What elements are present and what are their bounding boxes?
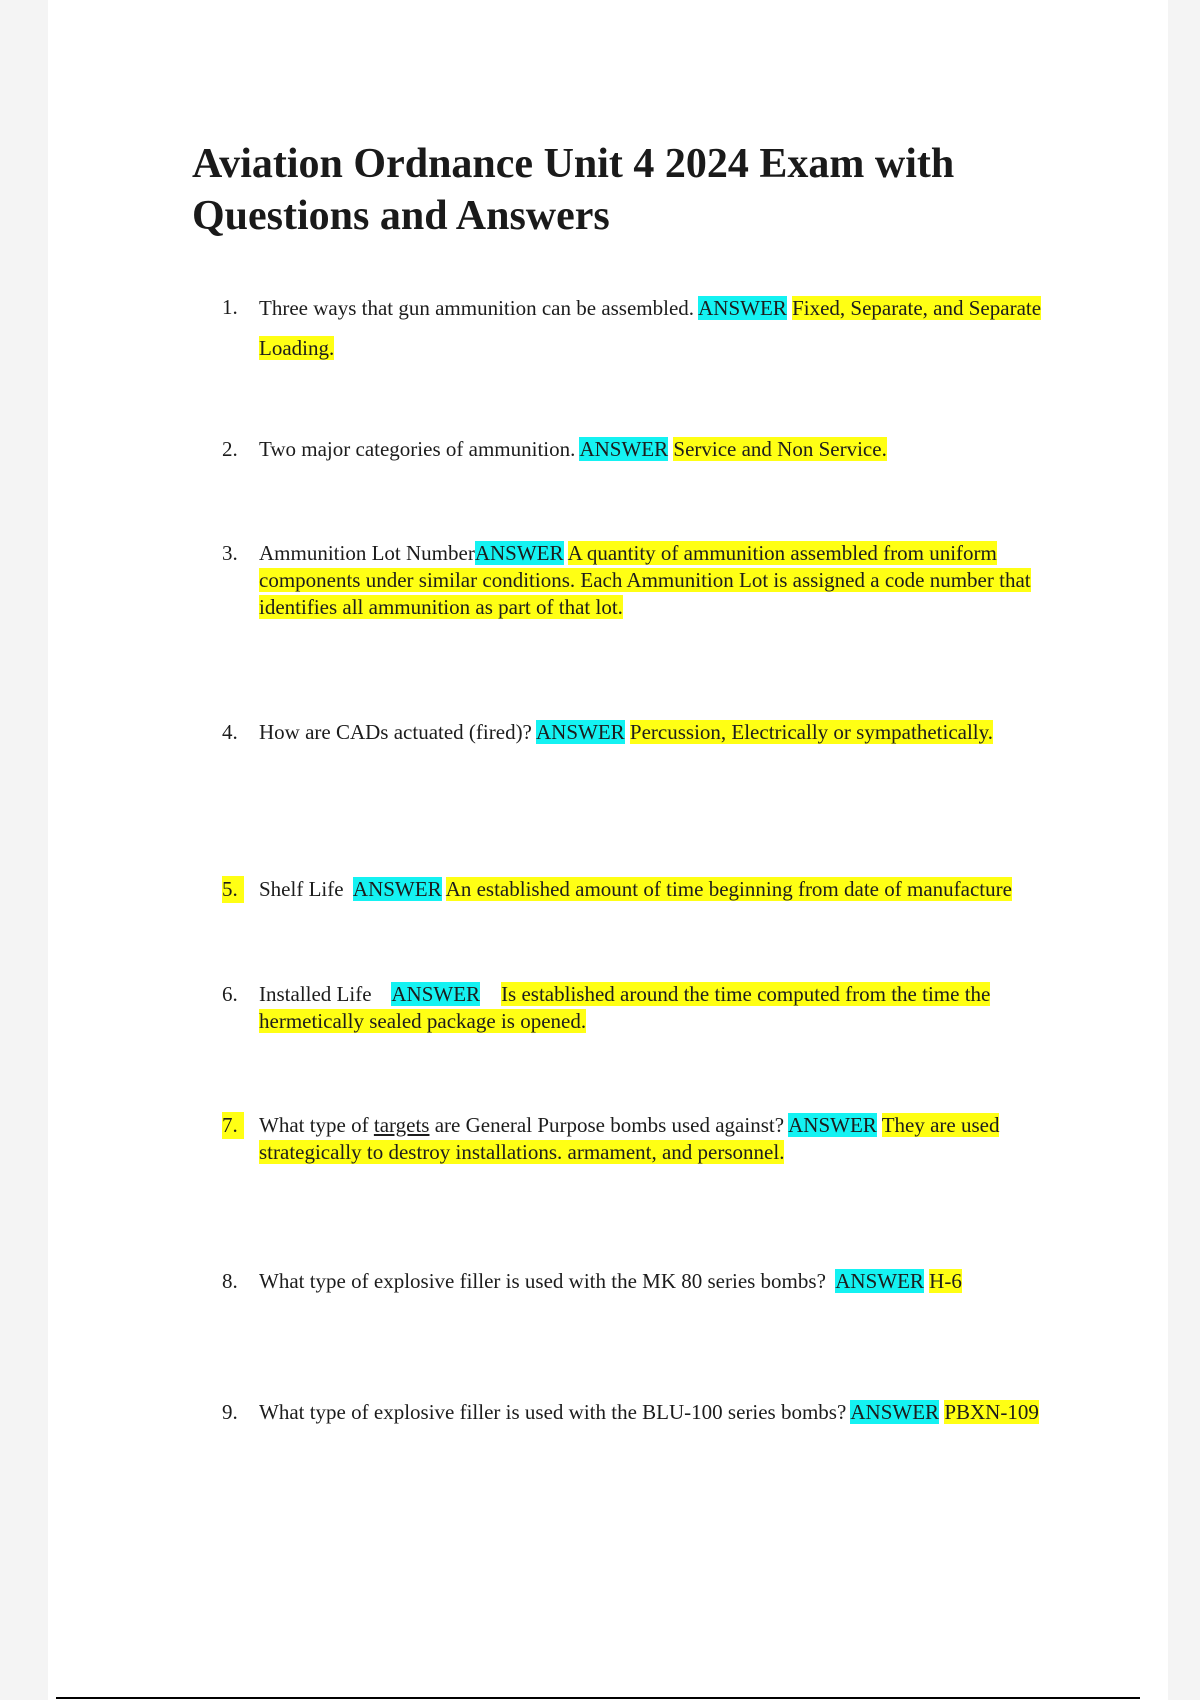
question-number: 5. [222, 876, 244, 903]
question-text: Installed Life [259, 982, 372, 1006]
question-number: 8. [222, 1269, 238, 1293]
answer-label: ANSWER [352, 877, 442, 901]
document-title: Aviation Ordnance Unit 4 2024 Exam with Questions and Answers [192, 141, 955, 239]
question-text: Shelf Life [259, 877, 344, 901]
answer-text: Service and Non Service. [673, 437, 887, 461]
answer-text: H-6 [929, 1269, 962, 1293]
question-number: 9. [222, 1400, 238, 1424]
answer-text: They are used strategically to destroy installations. armament, and personnel. [259, 1113, 1000, 1164]
answer-label: ANSWER [579, 437, 669, 461]
question-number: 1. [222, 295, 238, 319]
question-number: 3. [222, 541, 238, 565]
question-text: What type of targets are General Purpose bombs used against? [259, 1113, 785, 1137]
question-text: Ammunition Lot Number [259, 541, 475, 565]
question-number: 7. [222, 1112, 244, 1139]
answer-label: ANSWER [850, 1400, 940, 1424]
question-text: Three ways that gun ammunition can be assembled. [259, 296, 695, 320]
document-page [48, 0, 1168, 1700]
answer-label: ANSWER [391, 982, 481, 1006]
answer-text: An established amount of time beginning from date of manufacture [445, 877, 1012, 901]
answer-label: ANSWER [535, 720, 625, 744]
answer-label: ANSWER [835, 1269, 924, 1293]
answer-label: ANSWER [788, 1113, 877, 1137]
question-text: What type of explosive filler is used with the MK 80 series bombs? [259, 1269, 826, 1293]
answer-text: A quantity of ammunition assembled from uniform components under similar conditions. Each Ammunition Lot is assigned a code number that identifies all ammunition as part of that lot. [259, 541, 1031, 619]
answer-text: Is established around the time computed from the time the hermetically sealed package is opened. [259, 982, 991, 1033]
question-number: 4. [222, 720, 238, 744]
question-text: Two major categories of ammunition. [259, 437, 576, 461]
answer-text: PBXN-109 [944, 1400, 1039, 1424]
question-text: What type of explosive filler is used with the BLU-100 series bombs? [259, 1400, 847, 1424]
page-bottom-rule [56, 1697, 1140, 1699]
answer-label: ANSWER [474, 541, 564, 565]
question-number: 2. [222, 437, 238, 461]
answer-label: ANSWER [698, 296, 787, 320]
question-emphasis: targets [373, 1113, 430, 1137]
answer-text: Fixed, Separate, and Separate Loading. [259, 296, 1042, 360]
question-number: 6. [222, 982, 238, 1006]
question-text: How are CADs actuated (fired)? [259, 720, 532, 744]
answer-text: Percussion, Electrically or sympathetically. [629, 720, 994, 744]
